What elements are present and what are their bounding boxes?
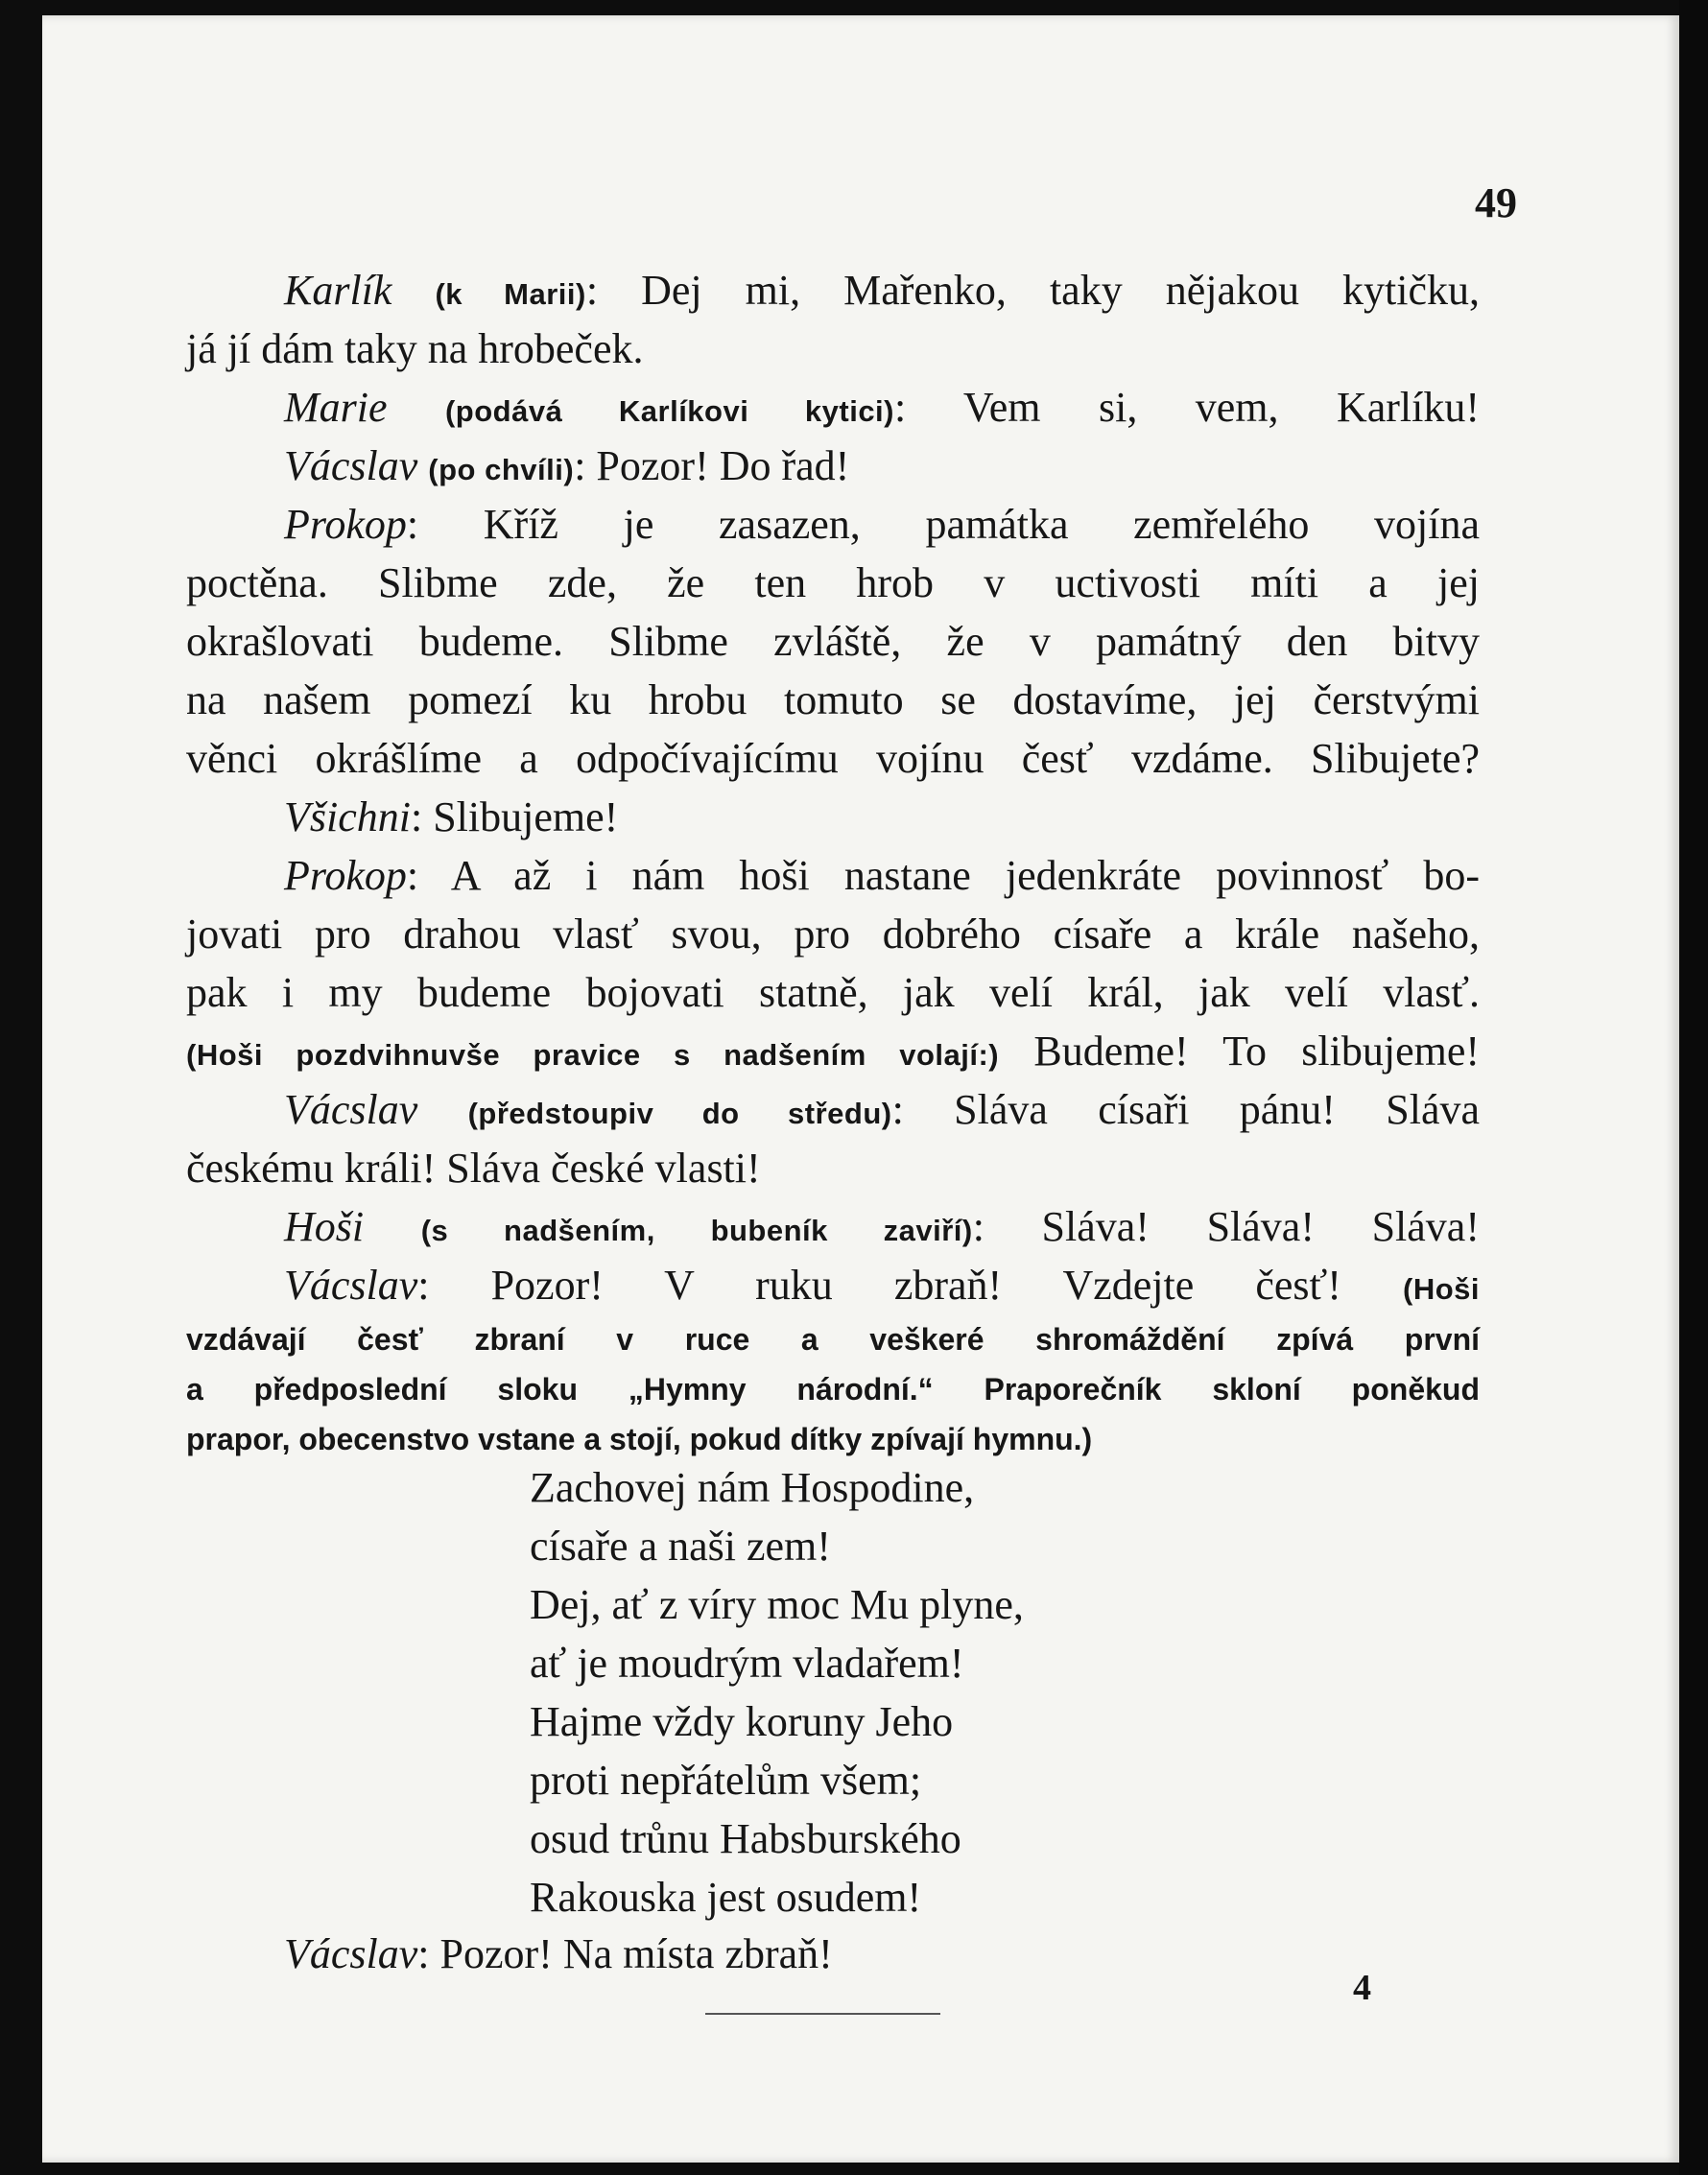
stage-direction: vzdávají česť zbraní v ruce a veškeré shromáždění zpívá první	[186, 1322, 1480, 1357]
verse-line: ať je moudrým vladařem!	[530, 1640, 964, 1687]
text-line	[186, 788, 1480, 846]
line-text: : Pozor! V ruku zbraň! Vzdejte česť!	[417, 1262, 1341, 1309]
line-text: : Pozor! Na místa zbraň!	[417, 1930, 833, 1977]
stage-direction-line	[186, 1314, 1480, 1364]
speaker-name: Vácslav	[284, 442, 418, 489]
verse-line: proti nepřátelům všem;	[530, 1757, 922, 1804]
line-text: okrašlovati budeme. Slibme zvláště, že v památný den bitvy	[186, 618, 1480, 665]
line-text: : Kříž je zasazen, památka zemřelého vojína	[406, 501, 1480, 548]
speaker-name: Prokop	[284, 852, 407, 899]
page-number: 49	[1475, 179, 1517, 226]
line-text: poctěna. Slibme zde, že ten hrob v uctivosti míti a jej	[186, 559, 1480, 606]
line-text: : Slibujeme!	[410, 793, 619, 840]
line-text: : Sláva císaři pánu! Sláva	[891, 1086, 1481, 1133]
verse-line: Zachovej nám Hospodine,	[530, 1464, 975, 1511]
stage-direction: (podává Karlíkovi kytici)	[444, 394, 894, 428]
text-line	[186, 729, 1480, 788]
text-line	[186, 554, 1480, 612]
closing-line	[284, 1925, 833, 1983]
stage-direction: prapor, obecenstvo vstane a stojí, pokud dítky zpívají hymnu.)	[186, 1422, 1093, 1456]
verse-line: Hajme vždy koruny Jeho	[530, 1698, 954, 1745]
line-text: pak i my budeme bojovati statně, jak velí král, jak velí vlasť.	[186, 969, 1480, 1016]
line-text: na našem pomezí ku hrobu tomuto se dostavíme, jej čerstvými	[186, 676, 1480, 723]
speaker-name: Vácslav	[284, 1930, 418, 1977]
verse-line: císaře a naši zem!	[530, 1523, 831, 1570]
speaker-name: Vácslav	[284, 1086, 418, 1133]
signature-mark: 4	[1353, 1968, 1371, 2008]
speaker-name: Marie	[284, 384, 388, 431]
speaker-name: Hoši	[284, 1203, 365, 1250]
text-line	[186, 437, 1480, 495]
stage-direction-line	[186, 1364, 1480, 1414]
verse-line: osud trůnu Habsburského	[530, 1815, 961, 1862]
speaker-name: Vácslav	[284, 1262, 418, 1309]
text-line	[186, 1139, 1480, 1197]
text-line	[186, 495, 1480, 554]
line-text: : Sláva! Sláva! Sláva!	[972, 1203, 1480, 1250]
line-text: jovati pro drahou vlasť svou, pro dobrého císaře a krále našeho,	[186, 910, 1480, 957]
text-line	[186, 963, 1480, 1022]
line-text: : Pozor! Do řad!	[574, 442, 850, 489]
line-text: já jí dám taky na hrobeček.	[186, 325, 644, 372]
stage-direction: a předposlední sloku „Hymny národní.“ Praporečník skloní poněkud	[186, 1372, 1480, 1407]
line-text: Budeme! To slibujeme!	[1033, 1028, 1481, 1075]
footer-rule	[705, 2013, 940, 2015]
speaker-name: Prokop	[284, 501, 407, 548]
anthem-verse	[530, 1458, 1024, 1927]
text-line	[186, 671, 1480, 729]
stage-direction: (Hoši	[1403, 1272, 1480, 1306]
text-line	[186, 378, 1480, 437]
text-line	[186, 261, 1480, 319]
dialogue-text-block	[186, 261, 1480, 1464]
text-line	[186, 846, 1480, 905]
stage-direction: (po chvíli)	[428, 453, 575, 486]
text-line	[186, 612, 1480, 671]
text-line	[186, 319, 1480, 378]
stage-direction-line	[186, 1414, 1480, 1464]
line-text: : Dej mi, Mařenko, taky nějakou kytičku,	[585, 267, 1480, 314]
verse-line: Dej, ať z víry moc Mu plyne,	[530, 1581, 1024, 1628]
text-line	[186, 1197, 1480, 1256]
speaker-name: Karlík	[284, 267, 392, 314]
stage-direction: (předstoupiv do středu)	[467, 1097, 892, 1130]
stage-direction: (s nadšením, bubeník zaviří)	[420, 1214, 973, 1247]
scan-right-edge	[1679, 0, 1708, 2175]
stage-direction: (Hoši pozdvihnuvše pravice s nadšením volají:)	[186, 1038, 1000, 1072]
line-text: věnci okrášlíme a odpočívajícímu vojínu česť vzdáme. Slibujete?	[186, 735, 1480, 782]
text-line	[186, 1022, 1480, 1080]
stage-direction: (k Marii)	[435, 277, 586, 311]
line-text: : A až i nám hoši nastane jedenkráte povinnosť bo-	[406, 852, 1480, 899]
text-line	[186, 905, 1480, 963]
line-text: : Vem si, vem, Karlíku!	[894, 384, 1481, 431]
text-line	[186, 1256, 1480, 1314]
line-text: českému králi! Sláva české vlasti!	[186, 1145, 761, 1192]
speaker-name: Všichni	[284, 793, 411, 840]
verse-line: Rakouska jest osudem!	[530, 1874, 922, 1921]
text-line	[186, 1080, 1480, 1139]
